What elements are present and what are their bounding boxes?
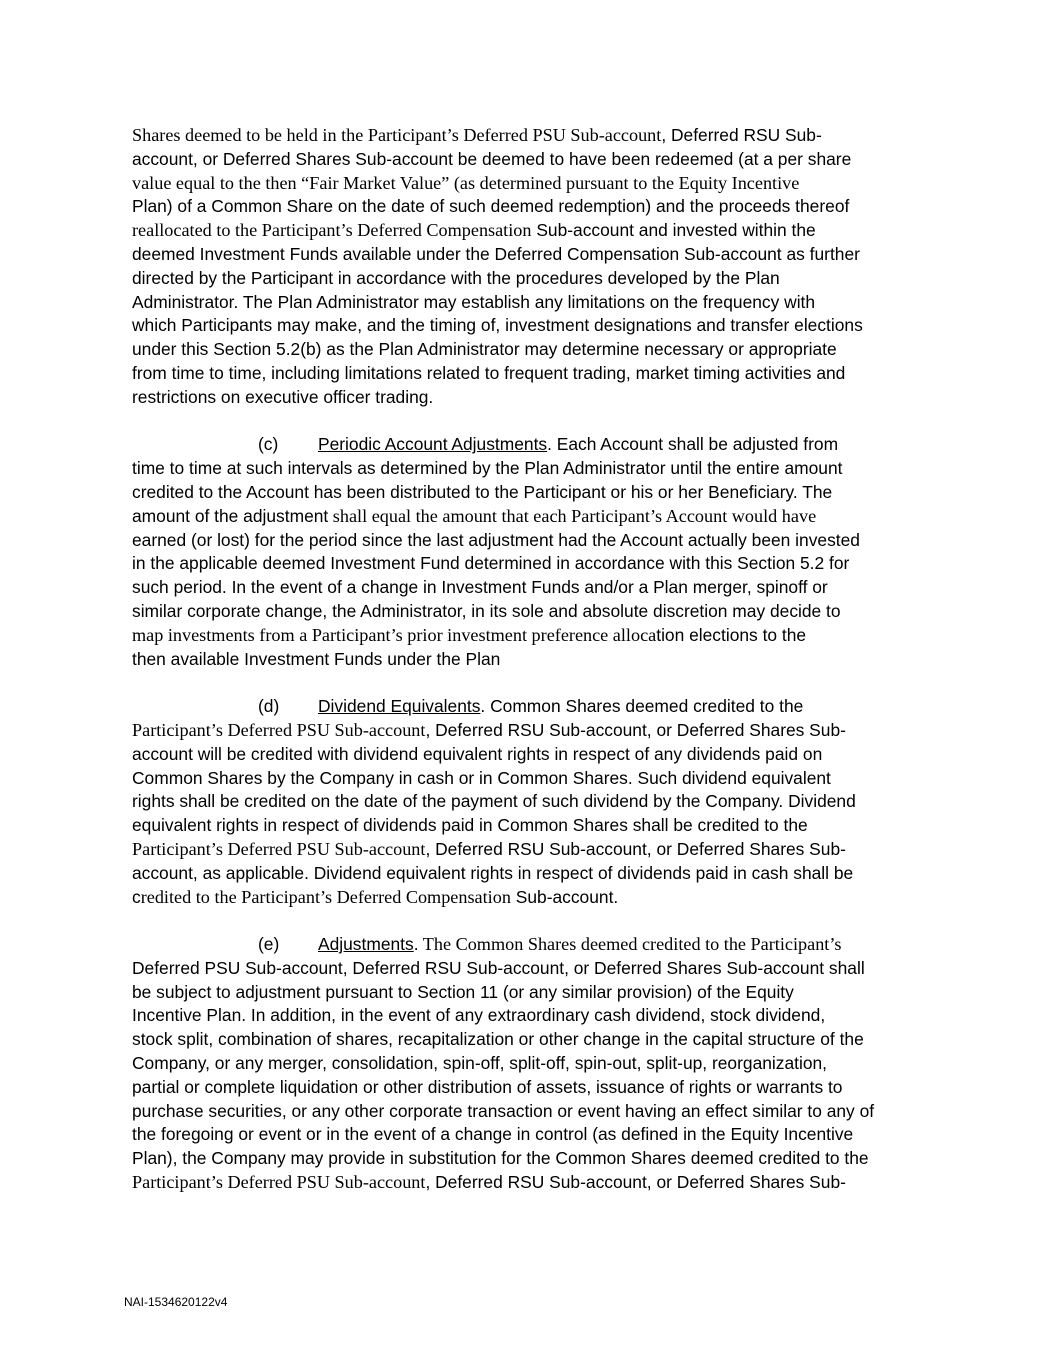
- text-line: credited to the Participant’s Deferred Compensation Sub-account.: [132, 886, 619, 907]
- text-line: time to time at such intervals as determined by the Plan Administrator until the entire amount: [132, 458, 843, 479]
- text-line: Deferred PSU Sub-account, Deferred RSU Sub-account, or Deferred Shares Sub-account shall: [132, 957, 865, 978]
- text-line: partial or complete liquidation or other distribution of assets, issuance of rights or warrants to: [132, 1076, 843, 1097]
- text-line: reallocated to the Participant’s Deferred Compensation Sub-account and invested within the: [132, 220, 816, 241]
- section-heading: Dividend Equivalents: [318, 696, 481, 717]
- text-line: stock split, combination of shares, recapitalization or other change in the capital structure of the: [132, 1029, 864, 1050]
- text-line: (d) Dividend Equivalents. Common Shares deemed credited to the: [132, 695, 932, 719]
- text-line: Participant’s Deferred PSU Sub-account, Deferred RSU Sub-account, or Deferred Shares Sub-: [132, 719, 846, 740]
- section-label: (c): [258, 434, 279, 455]
- text-line: Incentive Plan. In addition, in the event of any extraordinary cash dividend, stock dividend,: [132, 1005, 826, 1026]
- text-line: Administrator. The Plan Administrator may establish any limitations on the frequency with: [132, 291, 816, 312]
- section-label: (e): [258, 934, 280, 955]
- text-line: such period. In the event of a change in Investment Funds and/or a Plan merger, spinoff or: [132, 577, 828, 598]
- paragraph-e: [132, 933, 932, 1195]
- section-heading: Periodic Account Adjustments: [318, 434, 548, 455]
- text-line: account, or Deferred Shares Sub-account be deemed to have been redeemed (at a per share: [132, 148, 852, 169]
- text-line: from time to time, including limitations related to frequent trading, market timing activities and: [132, 362, 846, 383]
- text-line: Plan), the Company may provide in substitution for the Common Shares deemed credited to the: [132, 1148, 869, 1169]
- text-line: account, as applicable. Dividend equivalent rights in respect of dividends paid in cash shall be: [132, 862, 854, 883]
- text-line: Plan) of a Common Share on the date of such deemed redemption) and the proceeds thereof: [132, 196, 850, 217]
- text-line: Participant’s Deferred PSU Sub-account, Deferred RSU Sub-account, or Deferred Shares Sub-: [132, 838, 846, 859]
- text-line: similar corporate change, the Administrator, in its sole and absolute discretion may decide to: [132, 600, 841, 621]
- text-line: Participant’s Deferred PSU Sub-account, Deferred RSU Sub-account, or Deferred Shares Sub-: [132, 1172, 846, 1193]
- text-line: the foregoing or event or in the event of a change in control (as defined in the Equity Incentive: [132, 1124, 854, 1145]
- text-line: Company, or any merger, consolidation, spin-off, split-off, spin-out, split-up, reorganization,: [132, 1053, 828, 1074]
- text-line: equivalent rights in respect of dividends paid in Common Shares shall be credited to the: [132, 815, 808, 836]
- text-line: purchase securities, or any other corporate transaction or event having an effect similar to any of: [132, 1100, 875, 1121]
- text-line: Shares deemed to be held in the Participant’s Deferred PSU Sub-account, Deferred RSU Sub-: [132, 125, 822, 145]
- document-id-footer: NAI-1534620122v4: [124, 1295, 228, 1309]
- text-line: then available Investment Funds under the Plan: [132, 648, 501, 669]
- text-line: credited to the Account has been distributed to the Participant or his or her Beneficiary. The: [132, 481, 833, 502]
- text-line: value equal to the then “Fair Market Value” (as determined pursuant to the Equity Incentive: [132, 172, 800, 193]
- text-line: rights shall be credited on the date of the payment of such dividend by the Company. Dividend: [132, 791, 856, 812]
- paragraph-c: [132, 433, 932, 671]
- text-line: restrictions on executive officer trading.: [132, 386, 434, 407]
- text-line: (c) Periodic Account Adjustments. Each Account shall be adjusted from: [132, 433, 932, 457]
- text-line: which Participants may make, and the timing of, investment designations and transfer elections: [132, 315, 863, 336]
- text-line: be subject to adjustment pursuant to Section 11 (or any similar provision) of the Equity: [132, 981, 794, 1002]
- text-line: (e) Adjustments. The Common Shares deemed credited to the Participant’s: [132, 933, 932, 957]
- text-line: in the applicable deemed Investment Fund determined in accordance with this Section 5.2 for: [132, 553, 850, 574]
- text-line: deemed Investment Funds available under the Deferred Compensation Sub-account as further: [132, 243, 860, 264]
- paragraph-d: [132, 695, 932, 909]
- paragraph-b-continuation: [132, 124, 932, 410]
- section-heading: Adjustments: [318, 934, 414, 955]
- text-line: earned (or lost) for the period since the last adjustment had the Account actually been invested: [132, 529, 860, 550]
- text-line: Common Shares by the Company in cash or in Common Shares. Such dividend equivalent: [132, 767, 831, 788]
- text-line: amount of the adjustment shall equal the amount that each Participant’s Account would have: [132, 505, 817, 526]
- document-body: [132, 124, 932, 1219]
- section-label: (d): [258, 696, 280, 717]
- text-line: under this Section 5.2(b) as the Plan Administrator may determine necessary or appropriate: [132, 339, 837, 360]
- text-line: map investments from a Participant’s prior investment preference allocation elections to the: [132, 624, 807, 645]
- text-line: account will be credited with dividend equivalent rights in respect of any dividends paid on: [132, 743, 823, 764]
- text-line: directed by the Participant in accordance with the procedures developed by the Plan: [132, 267, 780, 288]
